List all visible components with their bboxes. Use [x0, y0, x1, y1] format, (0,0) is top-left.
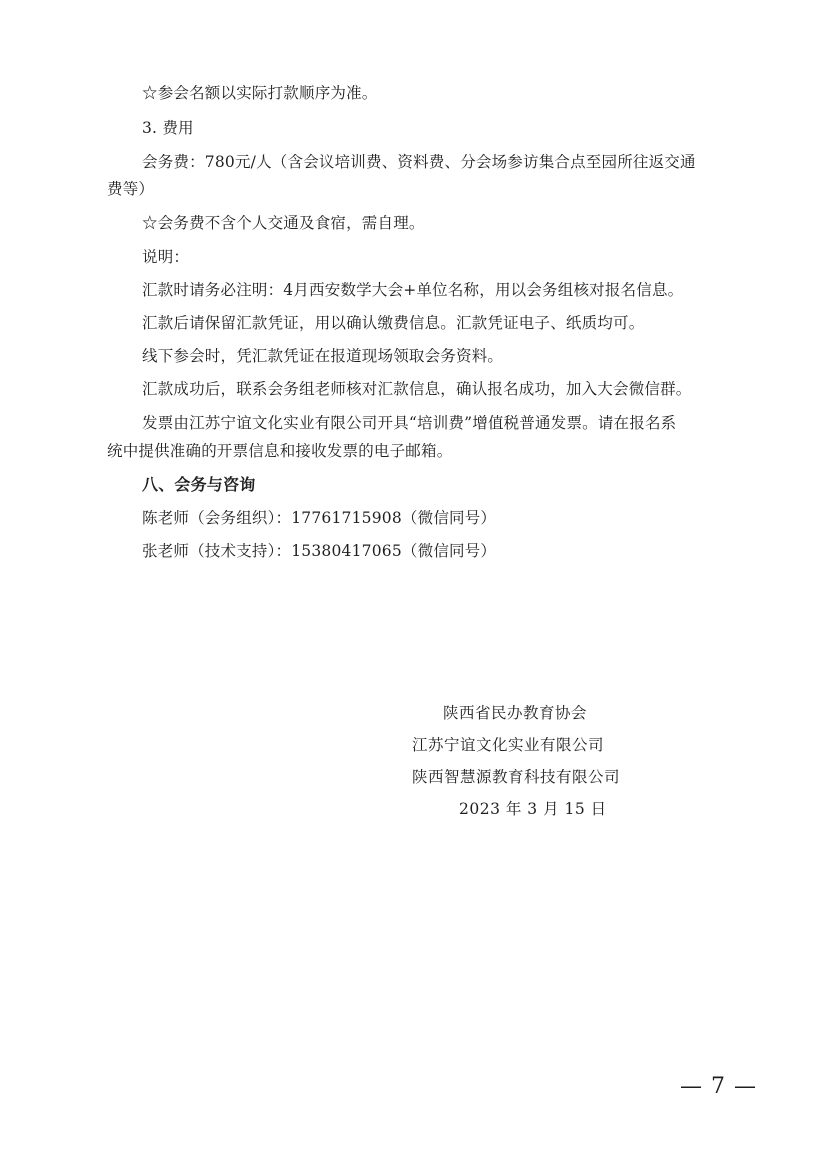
explain-item-5a: 发票由江苏宁谊文化实业有限公司开具“培训费”增值税普通发票。请在报名系	[142, 414, 677, 432]
contact-heading: 八、会务与咨询	[142, 475, 256, 494]
explain-item-2: 汇款后请保留汇款凭证，用以确认缴费信息。汇款凭证电子、纸质均可。	[142, 314, 645, 332]
fee-heading: 3. 费用	[142, 119, 194, 137]
explain-item-4: 汇款成功后，联系会务组老师核对汇款信息，确认报名成功，加入大会微信群。	[142, 380, 692, 398]
explain-item-3: 线下参会时，凭汇款凭证在报道现场领取会务资料。	[142, 347, 504, 365]
fee-line-1: 会务费：780元/人（含会议培训费、资料费、分会场参访集合点至园所往返交通	[142, 153, 696, 171]
quota-note: ☆参会名额以实际打款顺序为准。	[142, 84, 378, 102]
signature-date: 2023 年 3 月 15 日	[459, 800, 607, 818]
signature-org-2: 江苏宁谊文化实业有限公司	[412, 736, 605, 754]
contact-item-1: 陈老师（会务组织）：17761715908（微信同号）	[142, 509, 497, 527]
explain-label: 说明：	[142, 248, 190, 266]
fee-line-2: 费等）	[107, 180, 155, 198]
explain-item-1: 汇款时请务必注明：4月西安数学大会+单位名称，用以会务组核对报名信息。	[142, 281, 684, 299]
signature-org-3: 陕西智慧源教育科技有限公司	[412, 768, 621, 786]
page-number: — 7 —	[680, 1074, 757, 1099]
fee-note: ☆会务费不含个人交通及食宿，需自理。	[142, 214, 425, 232]
explain-item-5b: 统中提供准确的开票信息和接收发票的电子邮箱。	[107, 442, 453, 460]
contact-item-2: 张老师（技术支持）：15380417065（微信同号）	[142, 542, 497, 560]
signature-org-1: 陕西省民办教育协会	[443, 704, 588, 722]
